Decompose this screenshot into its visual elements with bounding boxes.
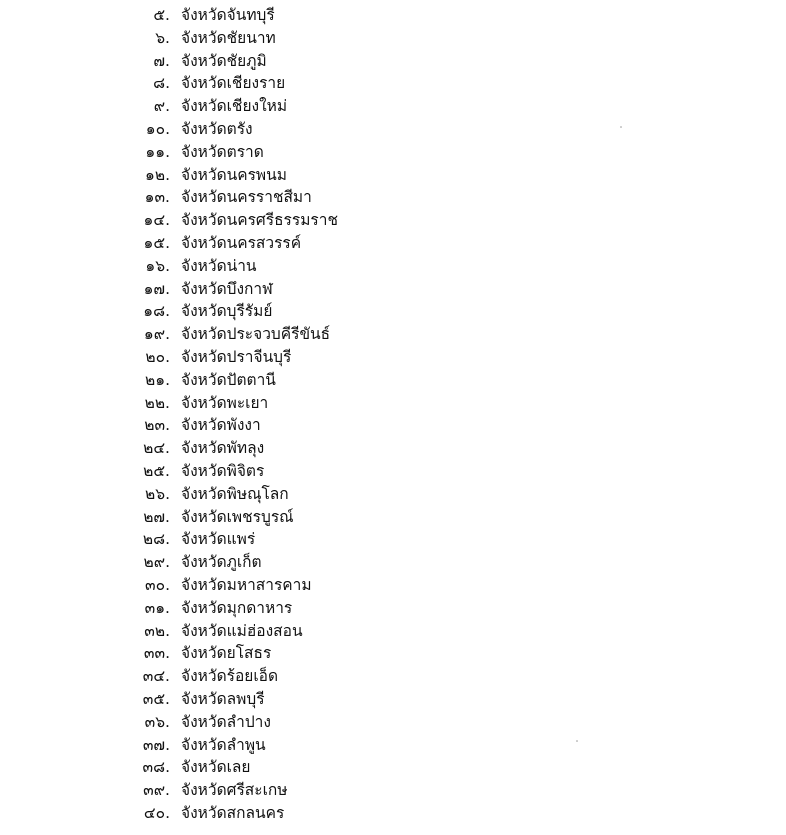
item-name: จังหวัดภูเก็ต bbox=[181, 553, 262, 572]
item-name: จังหวัดบึงกาฬ bbox=[181, 279, 273, 298]
item-name: จังหวัดบุรีรัมย์ bbox=[181, 302, 273, 321]
item-name: จังหวัดแม่ฮ่องสอน bbox=[181, 621, 303, 640]
item-name: จังหวัดปราจีนบุรี bbox=[181, 347, 292, 366]
item-number: ๓๙. bbox=[143, 781, 170, 800]
item-name: จังหวัดพิจิตร bbox=[181, 461, 265, 480]
item-name: จังหวัดนครราชสีมา bbox=[181, 188, 312, 207]
item-name: จังหวัดเพชรบูรณ์ bbox=[181, 507, 294, 526]
item-name: จังหวัดจันทบุรี bbox=[181, 6, 275, 24]
item-number: ๓๗. bbox=[142, 735, 170, 754]
item-number: ๒๓. bbox=[144, 416, 170, 435]
item-name: จังหวัดชัยภูมิ bbox=[181, 51, 267, 70]
item-number: ๑๕. bbox=[143, 233, 170, 252]
item-name: จังหวัดสกลนคร bbox=[181, 803, 285, 822]
item-name: จังหวัดแพร่ bbox=[181, 530, 256, 549]
item-number: ๑๐. bbox=[145, 119, 170, 138]
item-number: ๓๑. bbox=[144, 598, 170, 617]
item-number: ๙. bbox=[153, 97, 170, 116]
item-name: จังหวัดตรัง bbox=[181, 119, 253, 138]
item-number: ๓๔. bbox=[142, 667, 170, 686]
item-name: จังหวัดเชียงใหม่ bbox=[181, 97, 288, 116]
item-number: ๒๕. bbox=[143, 461, 170, 480]
item-number: ๗. bbox=[153, 51, 170, 70]
item-name: จังหวัดปัตตานี bbox=[181, 370, 276, 389]
item-name: จังหวัดลพบุรี bbox=[181, 689, 265, 708]
item-name: จังหวัดชัยนาท bbox=[181, 28, 276, 47]
item-number: ๓๓. bbox=[143, 644, 170, 663]
item-number: ๑๔. bbox=[143, 211, 170, 230]
item-number: ๑๒. bbox=[145, 165, 170, 184]
item-number: ๑๓. bbox=[144, 188, 170, 207]
item-number: ๒๘. bbox=[142, 530, 170, 549]
item-name: จังหวัดน่าน bbox=[181, 256, 257, 275]
item-name: จังหวัดพะเยา bbox=[181, 393, 269, 412]
item-name: จังหวัดพิษณุโลก bbox=[181, 484, 289, 503]
item-number: ๕. bbox=[153, 6, 170, 24]
item-number: ๒๙. bbox=[143, 553, 170, 572]
item-number: ๑๙. bbox=[143, 325, 170, 344]
scan-speck bbox=[576, 740, 578, 742]
item-number: ๓๕. bbox=[142, 689, 170, 708]
item-name: จังหวัดตราด bbox=[181, 142, 264, 161]
item-number: ๒๐. bbox=[145, 347, 170, 366]
scan-speck bbox=[620, 126, 622, 128]
item-number: ๓๘. bbox=[142, 758, 170, 777]
item-number: ๑๑. bbox=[145, 142, 170, 161]
item-name: จังหวัดมหาสารคาม bbox=[181, 575, 312, 594]
item-number: ๔๐. bbox=[143, 803, 170, 822]
item-name: จังหวัดลำปาง bbox=[181, 712, 271, 731]
item-number: ๖. bbox=[155, 28, 170, 47]
item-name: จังหวัดร้อยเอ็ด bbox=[181, 667, 279, 686]
item-name: จังหวัดศรีสะเกษ bbox=[181, 781, 288, 800]
item-number: ๑๘. bbox=[143, 302, 170, 321]
item-name: จังหวัดนครพนม bbox=[181, 165, 287, 184]
item-number: ๘. bbox=[153, 74, 170, 93]
item-name: จังหวัดพังงา bbox=[181, 416, 261, 435]
item-number: ๒๔. bbox=[143, 439, 170, 458]
item-number: ๑๗. bbox=[143, 279, 170, 298]
item-name: จังหวัดนครศรีธรรมราช bbox=[181, 211, 338, 230]
item-name: จังหวัดยโสธร bbox=[181, 644, 272, 663]
item-name: จังหวัดพัทลุง bbox=[181, 439, 265, 458]
item-number: ๓๐. bbox=[145, 575, 170, 594]
item-number: ๒๖. bbox=[145, 484, 170, 503]
item-name: จังหวัดประจวบคีรีขันธ์ bbox=[181, 325, 331, 344]
item-number: ๒๗. bbox=[143, 507, 170, 526]
item-number: ๒๒. bbox=[144, 393, 170, 412]
item-number: ๓๖. bbox=[144, 712, 170, 731]
item-name: จังหวัดเลย bbox=[181, 758, 251, 777]
item-number: ๓๒. bbox=[144, 621, 170, 640]
item-name: จังหวัดนครสวรรค์ bbox=[181, 233, 302, 252]
item-name: จังหวัดมุกดาหาร bbox=[181, 598, 293, 617]
item-name: จังหวัดเชียงราย bbox=[181, 74, 286, 93]
item-number: ๒๑. bbox=[145, 370, 170, 389]
item-number: ๑๖. bbox=[145, 256, 170, 275]
item-name: จังหวัดลำพูน bbox=[181, 735, 266, 754]
